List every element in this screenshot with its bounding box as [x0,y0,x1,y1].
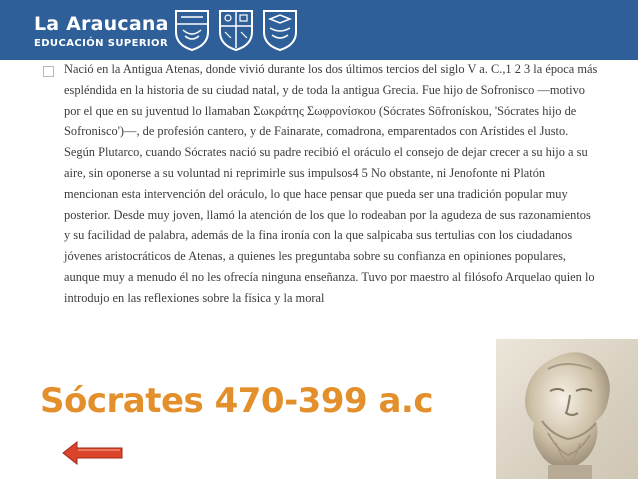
square-bullet-icon [43,66,54,77]
header-banner [0,0,638,60]
slide-title: Sócrates 470-399 a.c [40,381,434,421]
school-crest-icon [261,8,299,52]
socrates-bust-image [496,339,638,479]
biography-paragraph: Nació en la Antigua Atenas, donde vivió durante los dos últimos tercios del siglo V a. C.,1 2 3 la época más espléndida en la historia de su ciudad natal, y de toda la antigua Grecia. Fue hijo de Sofronisco —motivo por el que en su juventud lo llamaban Σωκράτης Σωφρονίσκου (Sócrates Sōfronískou, 'Sócrates hijo de Sofronisco')—, de profesión cantero, y de Fainarate, comadrona, emparentados con Arístides el Justo. Según Plutarco, cuando Sócrates nació su padre recibió el oráculo el consejo de dejar crecer a su hijo a su aire, sin oponerse a su voluntad ni reprimirle sus impulsos4 5 No obstante, ni Jenofonte ni Platón mencionan esta intervención del oráculo, lo que hace pensar que pueda ser una tradición popular muy posterior. Desde muy joven, llamó la atención de los que lo rodeaban por la agudeza de sus razonamientos y su facilidad de palabra, además de la fina ironía con la que salpicaba sus tertulias con los ciudadanos jóvenes aristocráticos de Atenas, a quienes les preguntaba sobre su confianza en opiniones populares, aunque muy a menudo él no les ofrecía ninguna enseñanza. Tuvo por maestro al filósofo Arquelao quien lo introdujo en las reflexiones sobre la física y la moral [64,62,598,305]
back-arrow-icon[interactable] [62,441,124,465]
brand-name: La Araucana [34,13,169,35]
institute-crest-icon [217,8,255,52]
university-crest-icon [173,8,211,52]
brand-subtitle: EDUCACIÓN SUPERIOR [34,38,169,49]
